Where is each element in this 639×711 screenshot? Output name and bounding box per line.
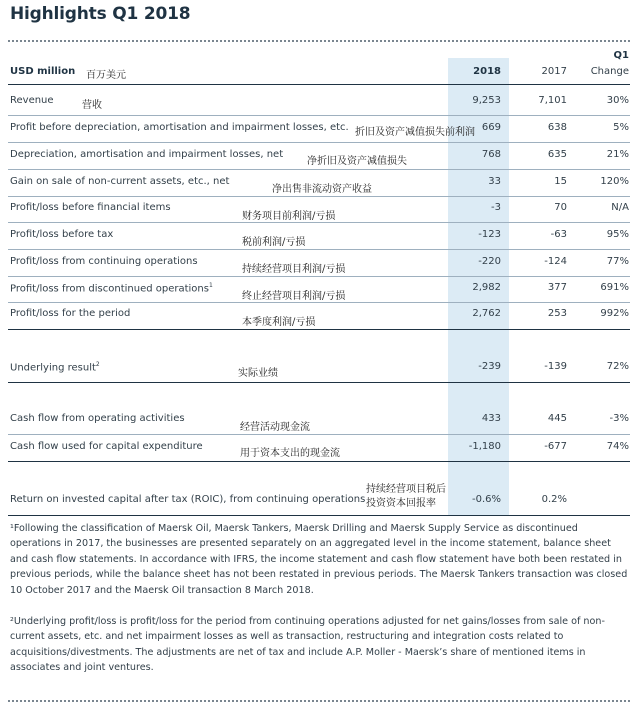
row-divider (8, 249, 630, 250)
value-2018: -3 (491, 202, 501, 213)
row-divider (8, 222, 630, 223)
value-2017: 638 (547, 122, 567, 133)
footnote-2: ²Underlying profit/loss is profit/loss for the period from continuing operations adjusted for net gains/losses from sale of non-current assets, etc. and net impairment losses as well as transaction, restructuring and integration costs related to acquisitions/divestments. The adjustments are net of tax and include A.P. Moller - Maersk’s share of mentioned items in associates and joint ventures. (10, 616, 605, 674)
row-label: Cash flow from operating activities (10, 413, 185, 424)
value-change: 77% (606, 256, 629, 267)
value-change: 691% (600, 282, 629, 293)
value-change: 72% (606, 361, 629, 372)
row-divider (8, 434, 630, 435)
value-2017: -124 (544, 256, 567, 267)
value-2018: -0.6% (471, 494, 501, 505)
row-label-zh: 财务项目前利润/亏损 (242, 211, 336, 222)
row-label-zh: 用于资本支出的现金流 (240, 448, 340, 459)
row-label-zh: 经营活动现金流 (240, 422, 310, 433)
row-label (10, 282, 213, 294)
section-rule (8, 329, 630, 330)
value-2017: 0.2% (541, 494, 567, 505)
value-2018: -220 (478, 256, 501, 267)
table-bottom-rule (8, 515, 630, 516)
value-2018: 2,762 (472, 308, 501, 319)
value-2017: 253 (547, 308, 567, 319)
row-divider (8, 276, 630, 277)
row-label: Profit before depreciation, amortisation and impairment losses, etc. (10, 122, 349, 133)
value-change: -3% (609, 413, 629, 424)
row-label-zh: 税前利润/亏损 (242, 237, 306, 248)
row-label: Gain on sale of non-current assets, etc., net (10, 176, 230, 187)
footnote-ref: 2 (95, 361, 100, 368)
row-label: Cash flow used for capital expenditure (10, 441, 203, 452)
value-2017: -139 (544, 361, 567, 372)
value-2018: 768 (481, 149, 501, 160)
row-label-zh: 净出售非流动资产收益 (272, 184, 372, 195)
value-2018: 33 (488, 176, 501, 187)
value-2018: -1,180 (468, 441, 501, 452)
value-2017: 377 (547, 282, 567, 293)
bottom-divider (8, 700, 630, 702)
value-change: 30% (606, 95, 629, 106)
header-2017: 2017 (541, 66, 567, 77)
row-label-text: Underlying result (10, 362, 96, 374)
row-label: Profit/loss from continuing operations (10, 256, 198, 267)
value-change: 74% (606, 441, 629, 452)
row-divider (8, 302, 630, 303)
row-label: Profit/loss before tax (10, 229, 114, 240)
row-label: Depreciation, amortisation and impairment losses, net (10, 149, 284, 160)
value-change: 120% (600, 176, 629, 187)
value-change: N/A (611, 202, 629, 213)
value-2018: 9,253 (472, 95, 501, 106)
page-title: Highlights Q1 2018 (10, 4, 191, 24)
header-unit-zh: 百万美元 (86, 70, 126, 81)
header-2018: 2018 (473, 66, 501, 77)
value-2018: -239 (478, 361, 501, 372)
row-label-zh-line2: 投资资本回报率 (366, 498, 436, 509)
value-2017: 445 (547, 413, 567, 424)
value-2018: 2,982 (472, 282, 501, 293)
row-label: Revenue (10, 95, 54, 106)
value-2018: 669 (481, 122, 501, 133)
row-divider (8, 142, 630, 143)
row-label-zh: 折旧及资产减值损失前利润 (355, 127, 475, 138)
row-label: Profit/loss for the period (10, 308, 131, 319)
value-change: 5% (613, 122, 629, 133)
value-change: 21% (606, 149, 629, 160)
row-label-zh: 净折旧及资产减值损失 (307, 156, 407, 167)
top-divider (8, 40, 630, 42)
value-2017: -63 (550, 229, 567, 240)
row-divider (8, 115, 630, 116)
row-label-zh: 本季度利润/亏损 (242, 317, 316, 328)
row-label-zh-line1: 持续经营项目税后 (366, 484, 446, 495)
value-2018: 433 (481, 413, 501, 424)
header-change: Change (590, 66, 629, 77)
value-change: 992% (600, 308, 629, 319)
header-rule (8, 84, 630, 85)
row-label-zh: 持续经营项目利润/亏损 (242, 264, 346, 275)
section-rule (8, 461, 630, 462)
value-2018: -123 (478, 229, 501, 240)
row-label-text: Profit/loss from discontinued operations (10, 283, 209, 295)
value-2017: 7,101 (538, 95, 567, 106)
section-rule (8, 382, 630, 383)
row-label-zh: 实际业绩 (238, 368, 278, 379)
row-label: Return on invested capital after tax (ROIC), from continuing operations (10, 494, 366, 505)
footnote-1: ¹Following the classification of Maersk Oil, Maersk Tankers, Maersk Drilling and Maersk Supply Service as discontinued operations in 2017, the businesses are presented separately on an aggregated level in the income statement, balance sheet and cash flow statements. In accordance with IFRS, the income statement and cash flow statement have both been restated in previous periods, while the balance sheet has not been restated in previous periods. The Maersk Tankers transaction was closed 10 October 2017 and the Maersk Oil transaction 8 March 2018. (10, 523, 628, 596)
value-change: 95% (606, 229, 629, 240)
row-label-zh: 终止经营项目利润/亏损 (242, 291, 346, 302)
row-divider (8, 169, 630, 170)
row-label (10, 361, 100, 373)
value-2017: 635 (547, 149, 567, 160)
header-unit: USD million (10, 66, 76, 77)
row-divider (8, 196, 630, 197)
row-label-zh: 营收 (82, 100, 102, 111)
row-label: Profit/loss before financial items (10, 202, 171, 213)
value-2017: 15 (554, 176, 567, 187)
footnote-ref: 1 (208, 282, 213, 289)
value-2017: 70 (554, 202, 567, 213)
header-q1: Q1 (613, 50, 629, 61)
value-2017: -677 (544, 441, 567, 452)
